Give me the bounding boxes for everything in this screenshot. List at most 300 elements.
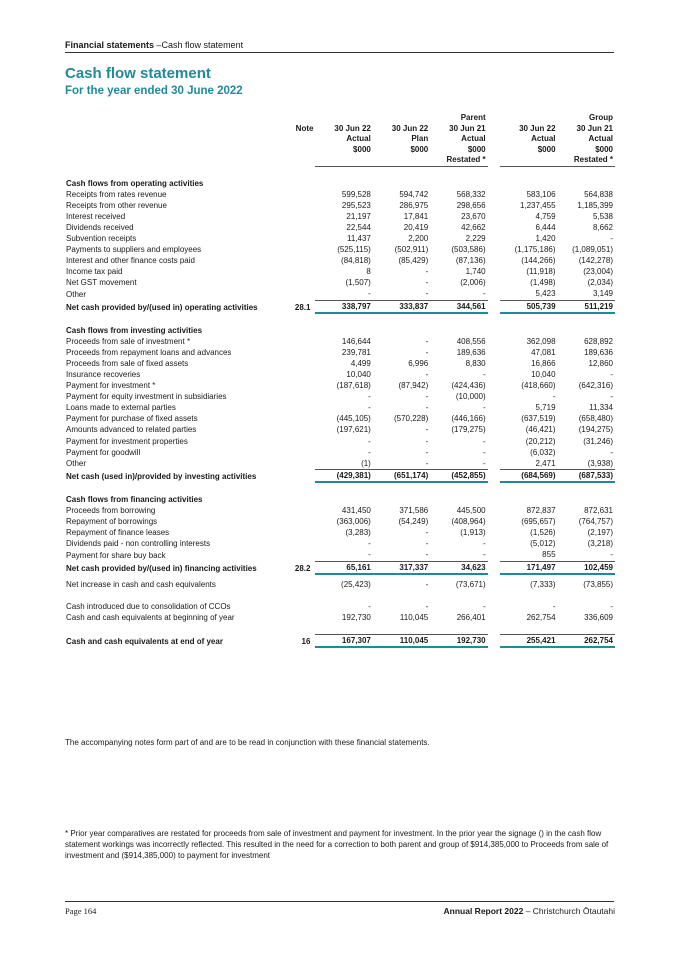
column-header-row [65, 155, 615, 166]
header-gap [488, 113, 501, 124]
column-gap [488, 277, 501, 288]
value-cell: - [425, 458, 429, 468]
column-header-l2: Plan [411, 134, 429, 143]
note-ref [284, 601, 315, 612]
spacer-row [65, 623, 615, 635]
note-ref [284, 516, 315, 527]
note-ref [284, 458, 315, 470]
value-cell: 5,423 [535, 289, 556, 299]
header-blank [65, 113, 284, 124]
column-header-row [65, 134, 615, 145]
value-cell: - [552, 392, 556, 402]
value-cell: 192,730 [430, 634, 487, 647]
value-cell: 8,662 [592, 222, 613, 232]
table-row [65, 266, 615, 277]
column-gap [488, 469, 501, 482]
row-label: Payments to suppliers and employees [66, 245, 202, 255]
column-gap [488, 447, 501, 458]
column-gap [488, 538, 501, 549]
value-cell: - [610, 233, 613, 243]
note-ref [284, 527, 315, 538]
value-cell: 4,499 [350, 358, 371, 368]
value-cell: (429,381) [315, 469, 372, 482]
value-cell: 599,528 [341, 189, 371, 199]
value-cell: 2,200 [408, 233, 429, 243]
header-blank [284, 145, 315, 156]
value-cell: - [425, 267, 429, 277]
value-cell: - [425, 370, 429, 379]
value-cell: 255,421 [500, 634, 557, 647]
table-row [65, 527, 615, 538]
value-cell: - [425, 601, 429, 611]
section-heading: Cash flows from financing activities [66, 494, 203, 504]
column-gap [488, 222, 501, 233]
row-label: Net cash provided by/(used in) operating activities [66, 302, 258, 312]
value-cell: (1,913) [460, 528, 486, 538]
value-cell: - [368, 550, 371, 560]
value-cell: 564,838 [584, 189, 613, 199]
value-cell: 192,730 [341, 612, 371, 622]
value-cell: 338,797 [315, 300, 372, 313]
value-cell: 362,098 [526, 336, 556, 346]
column-gap [488, 516, 501, 527]
page-title: Cash flow statement [65, 65, 211, 82]
value-cell: (1,526) [530, 528, 556, 538]
value-cell: 21,197 [346, 211, 371, 221]
value-cell: 10,040 [346, 370, 371, 379]
column-gap [488, 189, 501, 200]
value-cell: (5,012) [530, 539, 556, 549]
value-cell: 266,401 [456, 612, 486, 622]
value-cell: 20,419 [403, 222, 429, 232]
value-cell: 22,544 [346, 222, 371, 232]
column-gap [488, 413, 501, 424]
header-rule [65, 52, 614, 53]
column-gap [488, 436, 501, 447]
note-ref [284, 336, 315, 347]
column-header-l2: Actual [346, 134, 371, 143]
value-cell: (6,032) [530, 447, 556, 457]
value-cell: 1,185,399 [577, 200, 613, 210]
value-cell: (87,942) [398, 381, 429, 391]
row-label: Payment for investment properties [66, 436, 188, 446]
column-gap [488, 255, 501, 266]
note-ref [284, 391, 315, 402]
value-cell: 8 [366, 267, 371, 277]
value-cell: - [610, 392, 613, 402]
restatement-footnote: * Prior year comparatives are restated for proceeds from sale of investment and payment for investment. In the prior year the signage () in the cash flow statement workings was incorrectly reflected. This resulted in the need for a correction to both parent and group of $914,385,000 to Proceeds from sale of investment and ($914,385,000) to payment for investment [65, 829, 609, 860]
value-cell: 11,334 [589, 403, 613, 413]
value-cell: (446,166) [451, 414, 486, 424]
value-cell: (570,228) [393, 414, 429, 424]
column-header-l1: 30 Jun 22 [519, 123, 556, 133]
value-cell: 336,609 [584, 612, 613, 622]
footer-org: – Christchurch Ōtautahi [523, 906, 615, 916]
value-cell: (418,660) [521, 381, 556, 391]
section-heading-row [65, 494, 615, 505]
value-cell: - [552, 601, 556, 611]
row-label: Receipts from other revenue [66, 200, 167, 210]
value-cell: (194,275) [578, 425, 613, 435]
value-cell: (31,246) [583, 436, 613, 446]
row-label: Repayment of finance leases [66, 528, 170, 538]
value-cell: (1) [361, 458, 371, 468]
value-cell: 6,996 [408, 358, 429, 368]
footer-rule [65, 901, 614, 902]
row-label: Receipts from rates revenue [66, 189, 167, 199]
value-cell: (7,333) [530, 579, 556, 589]
value-cell: - [425, 403, 429, 413]
value-cell: (1,507) [345, 278, 371, 288]
value-cell: - [368, 539, 371, 549]
row-label: Other [66, 289, 87, 299]
table-row [65, 458, 615, 470]
value-cell: - [425, 347, 429, 357]
value-cell: (2,006) [460, 278, 486, 288]
value-cell: 855 [542, 550, 556, 560]
value-cell: 16,866 [531, 358, 556, 368]
value-cell: 4,759 [535, 211, 556, 221]
header-blank [284, 134, 315, 145]
column-header-l3: $000 [537, 144, 556, 154]
value-cell: 171,497 [500, 561, 557, 574]
header-blank [373, 113, 430, 124]
column-header-row [65, 145, 615, 156]
value-cell: - [482, 436, 486, 446]
value-cell: (197,621) [336, 425, 371, 435]
note-column-header: Note [295, 123, 314, 133]
row-label: Dividends paid - non controlling interests [66, 539, 211, 549]
value-cell: 1,420 [535, 233, 556, 243]
column-gap [488, 391, 501, 402]
note-ref: 16 [301, 636, 311, 646]
value-cell: (10,000) [455, 392, 486, 402]
note-ref [284, 222, 315, 233]
value-cell: (2,034) [587, 278, 613, 288]
value-cell: 371,586 [399, 506, 429, 516]
footer-report-name: Annual Report 2022 [443, 906, 524, 916]
value-cell: - [425, 425, 429, 435]
page-number: Page 164 [65, 906, 97, 916]
table-row [65, 200, 615, 211]
value-cell: (1,089,051) [572, 245, 613, 255]
table-row [65, 358, 615, 369]
row-label: Proceeds from repayment loans and advances [66, 347, 232, 357]
table-row [65, 402, 615, 413]
note-ref [284, 266, 315, 277]
column-header-l1: 30 Jun 21 [576, 123, 613, 133]
value-cell: - [425, 550, 429, 560]
value-cell: - [425, 289, 429, 299]
row-label: Payment for equity investment in subsidiaries [66, 392, 227, 402]
value-cell: (144,266) [521, 256, 556, 266]
column-gap [488, 505, 501, 516]
row-label: Income tax paid [66, 267, 123, 277]
row-label: Net cash (used in)/provided by investing activities [66, 471, 257, 481]
row-label: Cash and cash equivalents at end of year [66, 636, 223, 646]
note-ref [284, 424, 315, 435]
value-cell: - [425, 336, 429, 346]
table-row [65, 391, 615, 402]
value-cell: 239,781 [341, 347, 371, 357]
page-header [65, 40, 615, 50]
value-cell: - [482, 550, 486, 560]
value-cell: (684,569) [500, 469, 557, 482]
value-cell: 2,471 [535, 458, 556, 468]
value-cell: 408,556 [456, 336, 486, 346]
column-gap [488, 579, 501, 590]
value-cell: 295,523 [341, 200, 371, 210]
accompanying-notes-text: The accompanying notes form part of and are to be read in conjunction with these financial statements. [65, 738, 430, 747]
row-label: Proceeds from sale of fixed assets [66, 358, 189, 368]
table-row [65, 222, 615, 233]
value-cell: 262,754 [558, 634, 615, 647]
value-cell: 65,161 [315, 561, 372, 574]
row-label: Cash and cash equivalents at beginning of year [66, 612, 235, 622]
column-gap [488, 358, 501, 369]
parent-group-label: Parent [460, 113, 486, 122]
value-cell: 102,459 [558, 561, 615, 574]
column-gap [488, 300, 501, 313]
row-label: Proceeds from borrowing [66, 506, 156, 516]
row-label: Cash introduced due to consolidation of CCOs [66, 601, 231, 611]
value-cell: 12,860 [588, 358, 613, 368]
header-blank [65, 155, 284, 166]
value-cell: 5,538 [592, 211, 613, 221]
note-ref [284, 189, 315, 200]
row-label: Insurance recoveries [66, 370, 141, 379]
value-cell: (695,657) [521, 517, 556, 527]
note-ref [284, 436, 315, 447]
value-cell: (1,498) [530, 278, 556, 288]
value-cell: - [425, 539, 429, 549]
value-cell: - [368, 392, 371, 402]
value-cell: (46,421) [525, 425, 556, 435]
row-label: Net cash provided by/(used in) financing activities [66, 563, 257, 573]
column-header-l3: $000 [353, 144, 371, 154]
column-gap [488, 211, 501, 222]
column-group-header-row [65, 113, 615, 124]
value-cell: (651,174) [373, 469, 430, 482]
value-cell: (502,911) [394, 245, 429, 255]
value-cell: (408,964) [451, 517, 486, 527]
value-cell: 286,975 [399, 200, 429, 210]
table-row [65, 601, 615, 612]
column-gap [488, 458, 501, 470]
value-cell: 42,662 [461, 222, 486, 232]
note-ref: 28.2 [294, 563, 311, 573]
column-gap [488, 612, 501, 623]
page-subtitle: For the year ended 30 June 2022 [65, 85, 243, 97]
value-cell: 6,444 [535, 222, 556, 232]
row-label: Payment for share buy back [66, 550, 166, 560]
table-row [65, 424, 615, 435]
row-label: Payment for investment * [66, 381, 156, 391]
value-cell: 262,754 [526, 612, 556, 622]
total-row [65, 561, 615, 574]
column-gap [488, 369, 501, 380]
value-cell: 298,656 [456, 200, 486, 210]
table-row [65, 436, 615, 447]
value-cell: 110,045 [373, 634, 430, 647]
value-cell: 317,337 [373, 561, 430, 574]
header-gap [488, 155, 501, 166]
total-row [65, 300, 615, 313]
value-cell: 628,892 [584, 336, 613, 346]
value-cell: (445,105) [336, 414, 371, 424]
value-cell: (363,006) [336, 517, 371, 527]
value-cell: 146,644 [341, 336, 371, 346]
note-ref [284, 369, 315, 380]
section-heading-row [65, 325, 615, 336]
row-label: Proceeds from sale of investment * [66, 336, 191, 346]
value-cell: 344,561 [430, 300, 487, 313]
value-cell: 10,040 [531, 370, 556, 379]
note-ref [284, 380, 315, 391]
value-cell: 2,229 [465, 233, 486, 243]
value-cell: - [425, 528, 429, 538]
value-cell: - [425, 278, 429, 288]
value-cell: 11,437 [346, 233, 371, 243]
value-cell: 505,739 [500, 300, 557, 313]
value-cell: (142,278) [578, 256, 613, 266]
value-cell: 167,307 [315, 634, 372, 647]
footer-report-title [444, 906, 615, 916]
note-ref [284, 358, 315, 369]
value-cell: - [610, 370, 613, 379]
table-row [65, 579, 615, 590]
column-header-row [65, 124, 615, 135]
value-cell: - [482, 370, 486, 379]
value-cell: 431,450 [341, 506, 371, 516]
value-cell: - [610, 550, 613, 560]
value-cell: 872,631 [584, 506, 613, 516]
value-cell: (23,004) [583, 267, 613, 277]
value-cell: (764,757) [578, 517, 613, 527]
value-cell: - [425, 392, 429, 402]
header-blank [65, 134, 284, 145]
row-label: Repayment of borrowings [66, 517, 158, 527]
value-cell: (658,480) [578, 414, 613, 424]
value-cell: 1,237,455 [519, 200, 556, 210]
column-gap [488, 561, 501, 574]
value-cell: 568,332 [456, 189, 486, 199]
value-cell: (179,275) [451, 425, 486, 435]
row-label: Amounts advanced to related parties [66, 425, 197, 435]
table-row [65, 612, 615, 623]
note-ref [284, 413, 315, 424]
value-cell: (25,423) [341, 579, 371, 589]
column-header-l2: Actual [461, 134, 486, 143]
spacer-cell [65, 313, 615, 325]
row-label: Interest received [66, 211, 126, 221]
note-ref [284, 447, 315, 458]
table-row [65, 549, 615, 561]
note-ref [284, 347, 315, 358]
header-blank [284, 155, 315, 166]
row-label: Net increase in cash and cash equivalents [66, 579, 216, 589]
note-ref [284, 288, 315, 300]
table-row [65, 447, 615, 458]
value-cell: - [610, 601, 613, 611]
column-header-l2: Actual [531, 134, 556, 143]
column-gap [488, 347, 501, 358]
value-cell: 47,081 [531, 347, 556, 357]
section-heading: Cash flows from operating activities [66, 178, 204, 188]
table-row [65, 516, 615, 527]
value-cell: (637,519) [521, 414, 556, 424]
row-label: Net GST movement [66, 278, 137, 288]
value-cell: 333,837 [373, 300, 430, 313]
value-cell: - [425, 436, 429, 446]
value-cell: - [425, 579, 429, 589]
note-ref [284, 538, 315, 549]
table-row [65, 255, 615, 266]
column-header-l3: $000 [467, 144, 486, 154]
value-cell: 594,742 [399, 189, 429, 199]
table-row [65, 347, 615, 358]
column-header-l3: $000 [595, 144, 613, 154]
column-header-l4 [500, 155, 557, 166]
spacer-row [65, 313, 615, 325]
note-ref [284, 277, 315, 288]
value-cell: (3,283) [345, 528, 371, 538]
header-subsection: –Cash flow statement [154, 40, 244, 50]
value-cell: (187,618) [336, 381, 371, 391]
note-ref [284, 233, 315, 244]
table-row [65, 413, 615, 424]
spacer-cell [65, 623, 615, 635]
value-cell: 445,500 [456, 506, 486, 516]
column-header-l2: Actual [588, 134, 613, 143]
column-gap [488, 336, 501, 347]
value-cell: 5,719 [535, 403, 556, 413]
column-gap [488, 233, 501, 244]
column-header-l4: Restated * [558, 155, 615, 166]
value-cell: (2,197) [587, 528, 613, 538]
value-cell: (3,218) [587, 539, 613, 549]
row-label: Interest and other finance costs paid [66, 256, 195, 266]
value-cell: - [368, 289, 371, 299]
value-cell: - [368, 447, 371, 457]
table-row [65, 336, 615, 347]
value-cell: 189,636 [456, 347, 486, 357]
value-cell: 1,740 [465, 267, 486, 277]
table-row [65, 244, 615, 255]
column-gap [488, 380, 501, 391]
note-ref [284, 505, 315, 516]
value-cell: 583,106 [526, 189, 556, 199]
column-gap [488, 634, 501, 647]
header-blank [65, 145, 284, 156]
column-gap [488, 244, 501, 255]
note-ref: 28.1 [294, 302, 311, 312]
column-gap [488, 266, 501, 277]
header-blank [284, 113, 315, 124]
value-cell: (54,249) [398, 517, 429, 527]
total-row [65, 634, 615, 647]
table-row [65, 538, 615, 549]
value-cell: (687,533) [558, 469, 615, 482]
spacer-cell [65, 166, 615, 178]
table-row [65, 369, 615, 380]
value-cell: (73,671) [455, 579, 486, 589]
value-cell: (85,429) [398, 256, 429, 266]
value-cell: 8,830 [465, 358, 486, 368]
value-cell: (1,175,186) [514, 245, 556, 255]
value-cell: (503,586) [451, 245, 486, 255]
column-header-l1: 30 Jun 22 [334, 123, 371, 133]
